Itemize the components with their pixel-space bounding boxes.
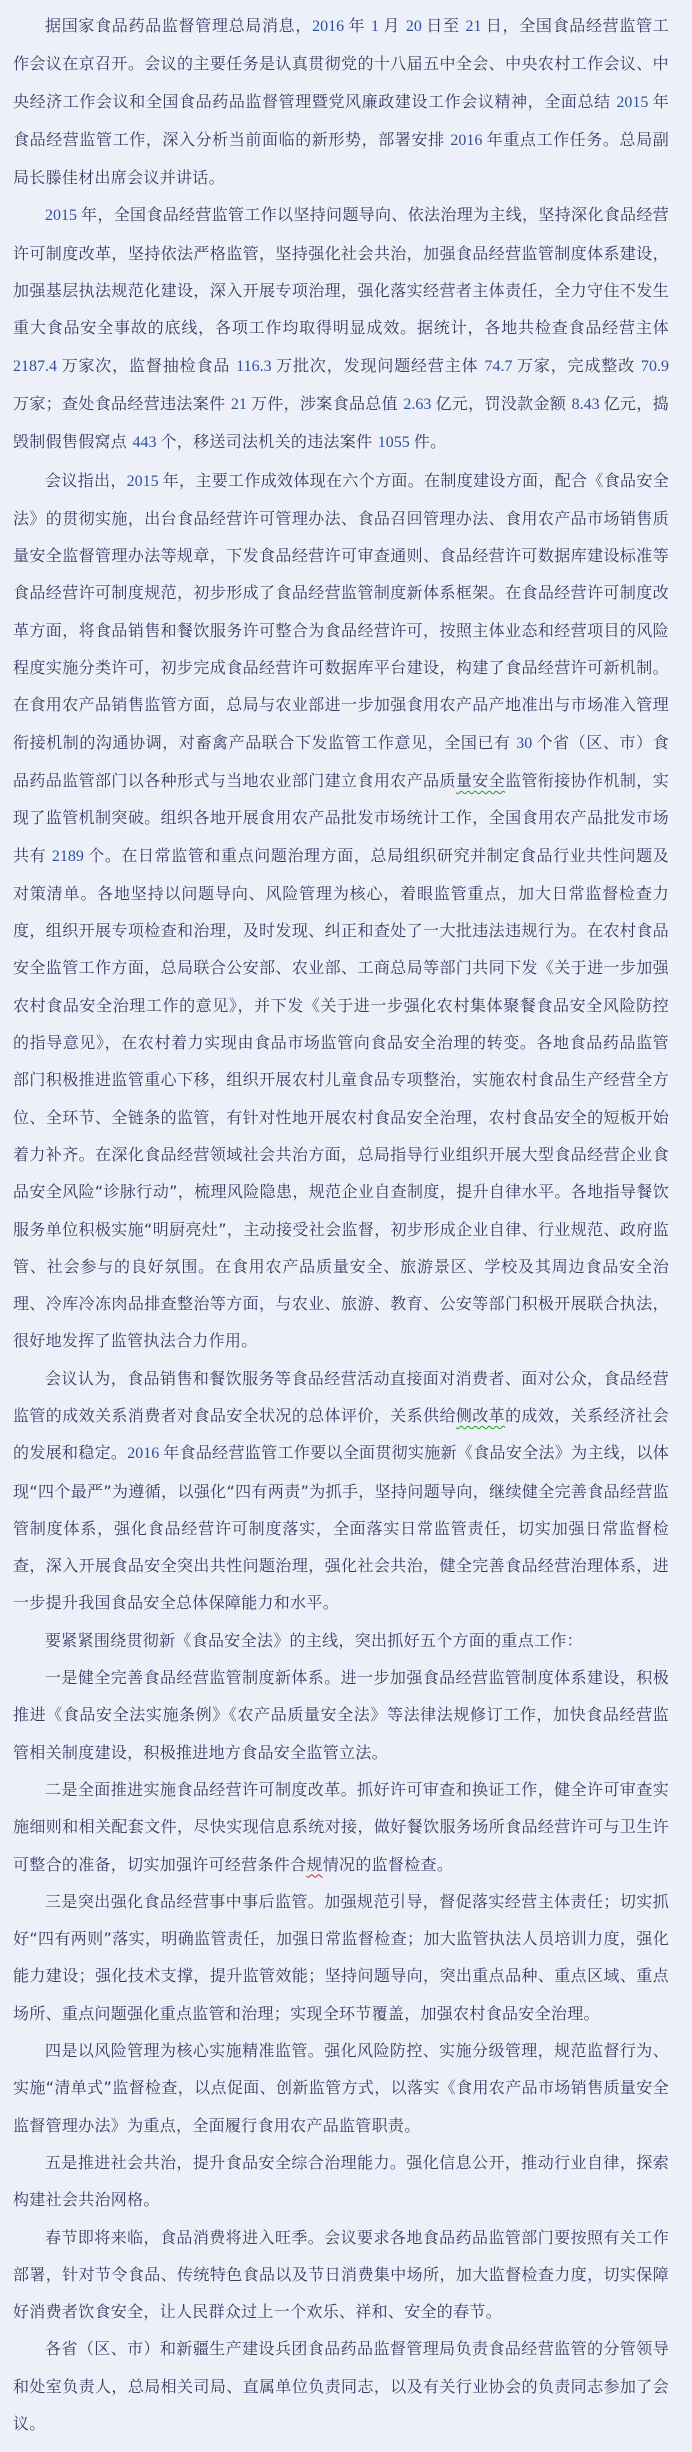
paragraph <box>13 1659 669 1771</box>
body-text: 个省（区、市）食品药品监管部门以各种形式与当地农业部门建立食用农产品质 <box>13 732 670 790</box>
body-text: 春节即将来临，食品消费将进入旺季。会议要求各地食品药品监管部门要按照有关工作部署，针对节令食品、传统特色食品以及节日消费集中场所，加大监督检查力度，切实保障好消费者饮食安全，让人民群众过上一个欢乐、祥和、安全的春节。 <box>13 2227 669 2322</box>
article-body <box>13 7 669 2442</box>
numeric-text: 21 <box>230 395 251 413</box>
body-text: 日至 <box>426 16 466 35</box>
body-text: 件。 <box>413 432 447 452</box>
body-text: 月 <box>383 16 406 35</box>
paragraph <box>13 2330 669 2442</box>
numeric-text: 1 <box>370 18 384 35</box>
body-text: 情况的监督检查。 <box>322 1854 454 1874</box>
numeric-text: 21 <box>465 18 486 35</box>
numeric-text: 30 <box>516 734 537 752</box>
numeric-text: 2015 <box>616 93 653 111</box>
body-text: 年重点工作任务。总局副局长滕佳材出席会议并讲话。 <box>13 129 669 188</box>
body-text: 万批次，发现问题经营主体 <box>276 355 485 375</box>
paragraph <box>13 462 669 1360</box>
body-text: 据国家食品药品监督管理总局消息， <box>45 16 313 35</box>
body-text: 五是推进社会共治，提升食品安全综合治理能力。强化信息公开，推动行业自律，探索构建社会共治网格。 <box>13 2152 669 2210</box>
body-text: 万家，完成整改 <box>517 355 642 375</box>
paragraph <box>13 2144 669 2219</box>
paragraph <box>13 1622 669 1659</box>
numeric-text: 74.7 <box>484 357 518 375</box>
numeric-text: 2016 <box>312 18 349 35</box>
paragraph <box>13 1883 669 2032</box>
spellcheck-red-text: 规 <box>306 1854 323 1874</box>
body-text: 万家；查处食品经营违法案件 <box>13 393 231 413</box>
numeric-text: 1055 <box>377 434 414 452</box>
body-text: 亿元，捣毁制假售假窝点 <box>13 393 670 452</box>
body-text: 年 <box>348 16 371 35</box>
numeric-text: 2187.4 <box>13 357 62 375</box>
body-text: 四是以风险管理为核心实施精准监管。强化风险防控、实施分级管理，规范监督行为、实施“清单式”监督检查，以点促面、创新监管方式，以落实《食用农产品市场销售质量安全监督管理办法》为重点，全面履行食用农产品监管职责。 <box>13 2041 669 2135</box>
numeric-text: 2016 <box>450 131 487 149</box>
body-text: 会议认为，食品销售和餐饮服务等食品经营活动直接面对消费者、面对公众，食品经营监管的成效关系消费者对食品安全状况的总体评价，关系供给 <box>13 1368 669 1425</box>
body-text: 会议指出， <box>45 470 127 490</box>
body-text: 年食品经营监管工作要以全面贯彻实施新《食品安全法》为主线，以体现“四个最严”为遵循，以强化“四有两责”为抓手，坚持问题导向，继续健全完善食品经营监管制度体系，强化食品经营许可制度落实，全面落实日常监管责任，切实加强日常监督检查，深入开展食品安全突出共性问题治理，强化社会共治，健全完善食品经营治理体系，进一步提升我国食品安全总体保障能力和水平。 <box>13 1443 669 1613</box>
body-text: 监管衔接协作机制，实现了监管机制突破。组织各地开展食用农产品批发市场统计工作，全国食用农产品批发市场共有 <box>13 770 669 865</box>
paragraph <box>13 2032 669 2144</box>
paragraph <box>13 196 669 461</box>
numeric-text: 2189 <box>51 847 89 865</box>
body-text: 年，全国食品经营监管工作以坚持问题导向、依法治理为主线，坚持深化食品经营许可制度改革，坚持依法严格监管，坚持强化社会共治，加强食品经营监管制度体系建设，加强基层执法规范化建设，深入开展专项治理，强化落实经营者主体责任，全力守住不发生重大食品安全事故的底线，各项工作均取得明显成效。据统计，各地共检查食品经营主体 <box>13 205 670 338</box>
body-text: 的成效，关系经济社会的发展和稳定。 <box>13 1405 669 1463</box>
numeric-text: 2015 <box>126 472 163 490</box>
body-text: 个，移送司法机关的违法案件 <box>160 432 378 452</box>
numeric-text: 443 <box>132 434 161 452</box>
numeric-text: 20 <box>405 18 427 35</box>
body-text: 日，全国食品经营监管工作会议在京召开。会议的主要任务是认真贯彻党的十八届五中全会、中央农村工作会议、中央经济工作会议和全国食品药品监督管理暨党风廉政建设工作会议精神，全面总结 <box>13 16 670 111</box>
numeric-text: 2016 <box>127 1445 164 1463</box>
numeric-text: 2015 <box>45 207 82 225</box>
numeric-text: 116.3 <box>236 357 277 375</box>
numeric-text: 8.43 <box>571 395 604 413</box>
body-text: 一是健全完善食品经营监管制度新体系。进一步加强食品经营监管制度体系建设，积极推进《食品安全法实施条例》《农产品质量安全法》等法律法规修订工作，加快食品经营监管相关制度建设，积极推进地方食品安全监管立法。 <box>13 1668 669 1762</box>
paragraph <box>13 1771 669 1883</box>
spellcheck-green-text: 量安全 <box>455 770 506 790</box>
numeric-text: 70.9 <box>641 357 670 375</box>
paragraph <box>13 1360 669 1622</box>
body-text: 三是突出强化食品经营事中事后监管。加强规范引导，督促落实经营主体责任；切实抓好“四有两则”落实，明确监管责任，加强日常监督检查；加大监管执法人员培训力度，强化能力建设；强化技术支撑，提升监管效能；坚持问题导向，突出重点品种、重点区域、重点场所、重点问题强化重点监管和治理；实现全环节覆盖，加强农村食品安全治理。 <box>13 1891 669 2023</box>
body-text: 要紧紧围绕贯彻新《食品安全法》的主线，突出抓好五个方面的重点工作： <box>45 1630 583 1650</box>
body-text: 二是全面推进实施食品经营许可制度改革。抓好许可审查和换证工作，健全许可审查实施细则和相关配套文件，尽快实现信息系统对接，做好餐饮服务场所食品经营许可与卫生许可整合的准备，切实加强许可经营条件合 <box>13 1779 669 1874</box>
paragraph <box>13 7 669 196</box>
body-text: 万件，涉案食品总值 <box>250 393 404 413</box>
body-text: 各省（区、市）和新疆生产建设兵团食品药品监督管理局负责食品经营监管的分管领导和处室负责人，总局相关司局、直属单位负责同志，以及有关行业协会的负责同志参加了会议。 <box>13 2339 669 2433</box>
body-text: 个。在日常监管和重点问题治理方面，总局组织研究并制定食品行业共性问题及对策清单。各地坚持以问题导向、风险管理为核心，着眼监管重点，加大日常监督检查力度，组织开展专项检查和治理，及时发现、纠正和查处了一大批违法违规行为。在农村食品安全监管工作方面，总局联合公安部、农业部、工商总局等部门共同下发《关于进一步加强农村食品安全治理工作的意见》，并下发《关于进一步强化农村集体聚餐食品安全风险防控的指导意见》，在农村着力实现由食品市场监管向食品安全治理的转变。各地食品药品监管部门积极推进监管重心下移，组织开展农村儿童食品专项整治，实施农村食品生产经营全方位、全环节、全链条的监管，有针对性地开展农村食品安全治理，农村食品安全的短板开始着力补齐。在深化食品经营领域社会共治方面，总局指导行业组织开展大型食品经营企业食品安全风险“诊脉行动”，梳理风险隐患，规范企业自查制度，提升自律水平。各地指导餐饮服务单位积极实施“明厨亮灶”，主动接受社会监督，初步形成企业自律、行业规范、政府监管、社会参与的良好氛围。在食用农产品质量安全、旅游景区、学校及其周边食品安全治理、冷库冷冻肉品排查整治等方面，与农业、旅游、教育、公安等部门积极开展联合执法，很好地发挥了监管执法合力作用。 <box>13 845 669 1351</box>
paragraph <box>13 2219 669 2331</box>
spellcheck-green-text: 侧改革 <box>455 1405 506 1425</box>
body-text: 万家次，监督抽检食品 <box>61 355 237 375</box>
body-text: 年，主要工作成效体现在六个方面。在制度建设方面，配合《食品安全法》的贯彻实施，出台食品经营许可管理办法、食品召回管理办法、食用农产品市场销售质量安全监督管理办法等规章，下发食品经营许可审查通则、食品经营许可数据库建设标准等食品经营许可制度规范，初步形成了食品经营监管制度新体系框架。在食品经营许可制度改革方面，将食品销售和餐饮服务许可整合为食品经营许可，按照主体业态和经营项目的风险程度实施分类许可，初步完成食品经营许可数据库平台建设，构建了食品经营许可新机制。在食用农产品销售监管方面，总局与农业部进一步加强食用农产品产地准出与市场准入管理衔接机制的沟通协调，对畜禽产品联合下发监管工作意见，全国已有 <box>13 470 669 752</box>
body-text: 年食品经营监管工作，深入分析当前面临的新形势，部署安排 <box>13 91 670 149</box>
numeric-text: 2.63 <box>403 395 436 413</box>
body-text: 亿元，罚没款金额 <box>435 393 572 413</box>
